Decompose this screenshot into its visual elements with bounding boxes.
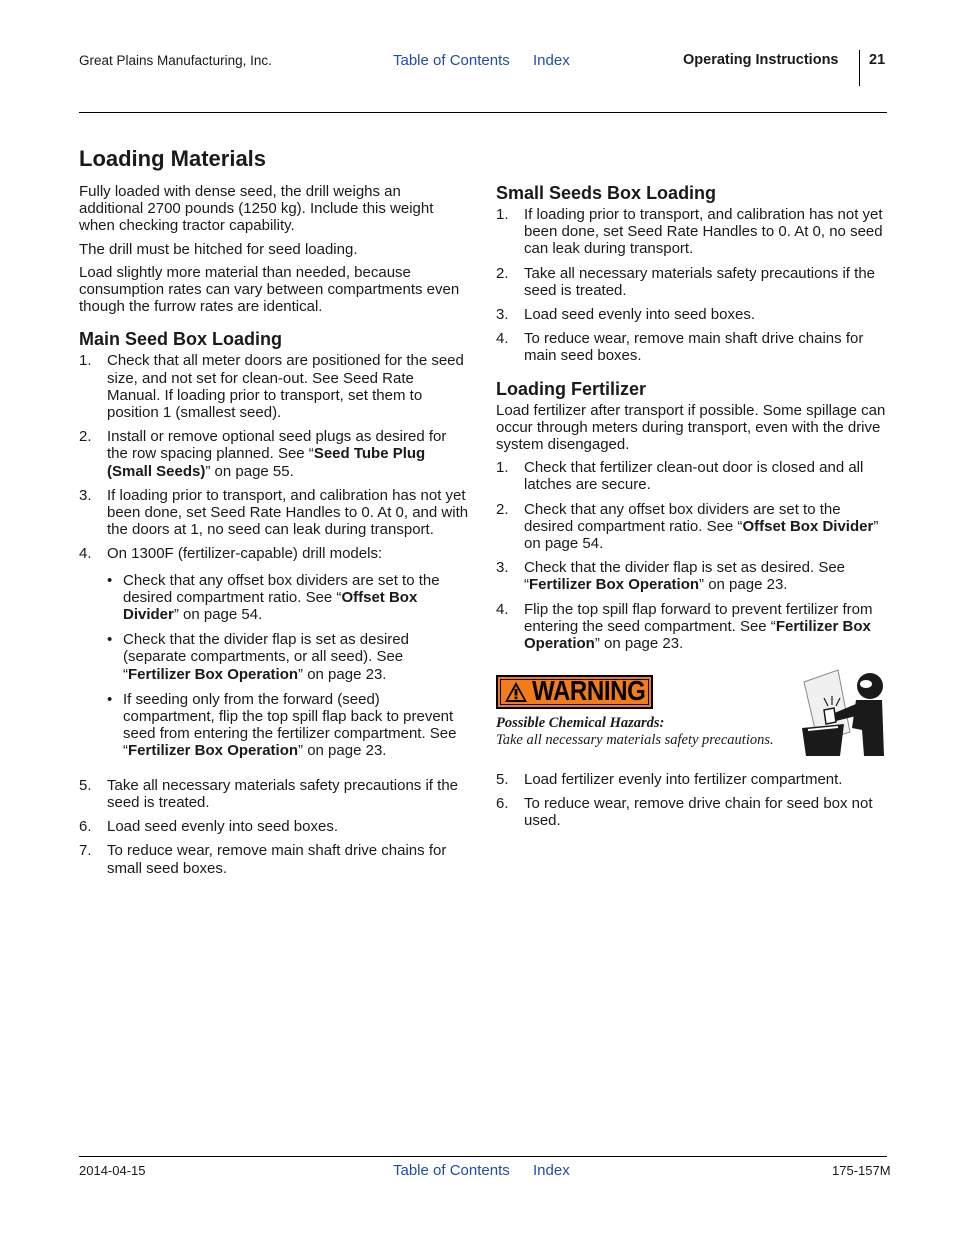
bullet-item: • Check that the divider flap is set as desired (separate compartments, or all seed). See “Fertilizer Box Operation” on page 23. [107, 631, 409, 683]
chemical-hazard-icon [798, 668, 888, 760]
bullet-item: • Check that any offset box dividers are set to the desired compartment ratio. See “Offset Box Divider” on page 54. [107, 571, 440, 624]
list-item: 3. If loading prior to transport, and calibration has not yet been done, set Seed Rate Handles to 0. At 0, and with the doors at 1, no seed can leak during transport. [79, 486, 469, 539]
cross-reference: Offset Box Divider [123, 588, 418, 624]
cross-reference: Fertilizer Box Operation [524, 617, 871, 653]
right-column [496, 182, 886, 659]
list-item: 1. Check that fertilizer clean-out door is closed and all latches are secure. [496, 459, 864, 494]
list-item: 2. Install or remove optional seed plugs as desired for the row spacing planned. See “Seed Tube Plug (Small Seeds)” on page 55. [79, 428, 447, 480]
warning-message [496, 715, 776, 749]
bullet-item: • If seeding only from the forward (seed) compartment, flip the top spill flap back to prevent seed from entering the fertilizer compartment. See “Fertilizer Box Operation” on page 23. [107, 690, 457, 760]
left-column [79, 183, 469, 884]
list-item: 3. Load seed evenly into seed boxes. [496, 306, 755, 324]
company-name: Great Plains Manufacturing, Inc. [79, 53, 272, 68]
fertilizer-intro: Load fertilizer after transport if possible. Some spillage can occur through meters during transport, even with the drive system disengaged. [496, 401, 886, 454]
list-item: 2. Check that any offset box dividers are set to the desired compartment ratio. See “Offset Box Divider” on page 54. [496, 500, 879, 553]
list-item: 6. Load seed evenly into seed boxes. [79, 818, 338, 836]
list-item: 4. On 1300F (fertilizer-capable) drill models: [79, 545, 383, 563]
small-seeds-heading: Small Seeds Box Loading [496, 183, 717, 203]
list-item: 5. Take all necessary materials safety precautions if the seed is treated. [79, 776, 458, 811]
cross-reference: Offset Box Divider [742, 517, 874, 535]
list-item: 5. Load fertilizer evenly into fertilizer compartment. [496, 771, 843, 788]
cross-reference: Fertilizer Box Operation [128, 665, 299, 683]
cross-reference: Fertilizer Box Operation [128, 742, 299, 760]
list-item: 6. To reduce wear, remove drive chain for seed box not used. [496, 795, 873, 830]
list-item: 1. If loading prior to transport, and calibration has not yet been done, set Seed Rate Handles to 0. At 0, no seed can leak during transport. [496, 206, 883, 258]
header-divider [859, 50, 860, 86]
document-number: 175-157M [832, 1163, 891, 1178]
warning-heading: Possible Chemical Hazards: [496, 715, 665, 731]
list-item: 1. Check that all meter doors are positioned for the seed size, and not set for clean-out. See Seed Rate Manual. If loading prior to transport, set them to position 1 (smallest seed). [79, 352, 464, 422]
warning-word: WARNING [532, 675, 646, 706]
footer-rule [79, 1156, 887, 1157]
cross-reference: Fertilizer Box Operation [529, 576, 700, 594]
intro-paragraph: The drill must be hitched for seed loading. [79, 240, 358, 258]
footer-date: 2014-04-15 [79, 1163, 146, 1178]
bullet-icon: • [107, 690, 113, 708]
right-column-continued [496, 771, 886, 837]
cross-reference: Seed Tube Plug (Small Seeds) [107, 445, 426, 480]
loading-fertilizer-heading: Loading Fertilizer [496, 378, 647, 399]
bullet-icon: • [107, 631, 113, 649]
warning-label [496, 675, 653, 709]
footer-table-of-contents-link[interactable]: Table of Contents [393, 1162, 510, 1179]
list-item: 2. Take all necessary materials safety precautions if the seed is treated. [496, 264, 875, 299]
index-link[interactable]: Index [533, 52, 570, 69]
header-rule [79, 112, 887, 113]
bullet-icon: • [107, 571, 113, 589]
list-item: 4. Flip the top spill flap forward to prevent fertilizer from entering the seed compartment. See “Fertilizer Box Operation” on page 23. [496, 600, 873, 653]
table-of-contents-link[interactable]: Table of Contents [393, 52, 510, 69]
page-title: Loading Materials [79, 146, 267, 171]
main-seed-heading: Main Seed Box Loading [79, 329, 283, 350]
intro-paragraph: Load slightly more material than needed, because consumption rates can vary between compartments even though the furrow rates are identical. [79, 263, 460, 316]
footer-index-link[interactable]: Index [533, 1162, 570, 1179]
list-item: 7. To reduce wear, remove main shaft drive chains for small seed boxes. [79, 842, 447, 877]
warning-triangle-icon [504, 681, 528, 703]
section-title: Operating Instructions [683, 52, 839, 68]
page-number: 21 [869, 52, 886, 68]
intro-paragraph: Fully loaded with dense seed, the drill weighs an additional 2700 pounds (1250 kg). Include this weight when checking tractor capability. [79, 183, 434, 235]
warning-text: Take all necessary materials safety precautions. [496, 732, 774, 748]
list-item: 3. Check that the divider flap is set as desired. See “Fertilizer Box Operation” on page 23. [496, 559, 846, 594]
list-item: 4. To reduce wear, remove main shaft drive chains for main seed boxes. [496, 330, 864, 365]
